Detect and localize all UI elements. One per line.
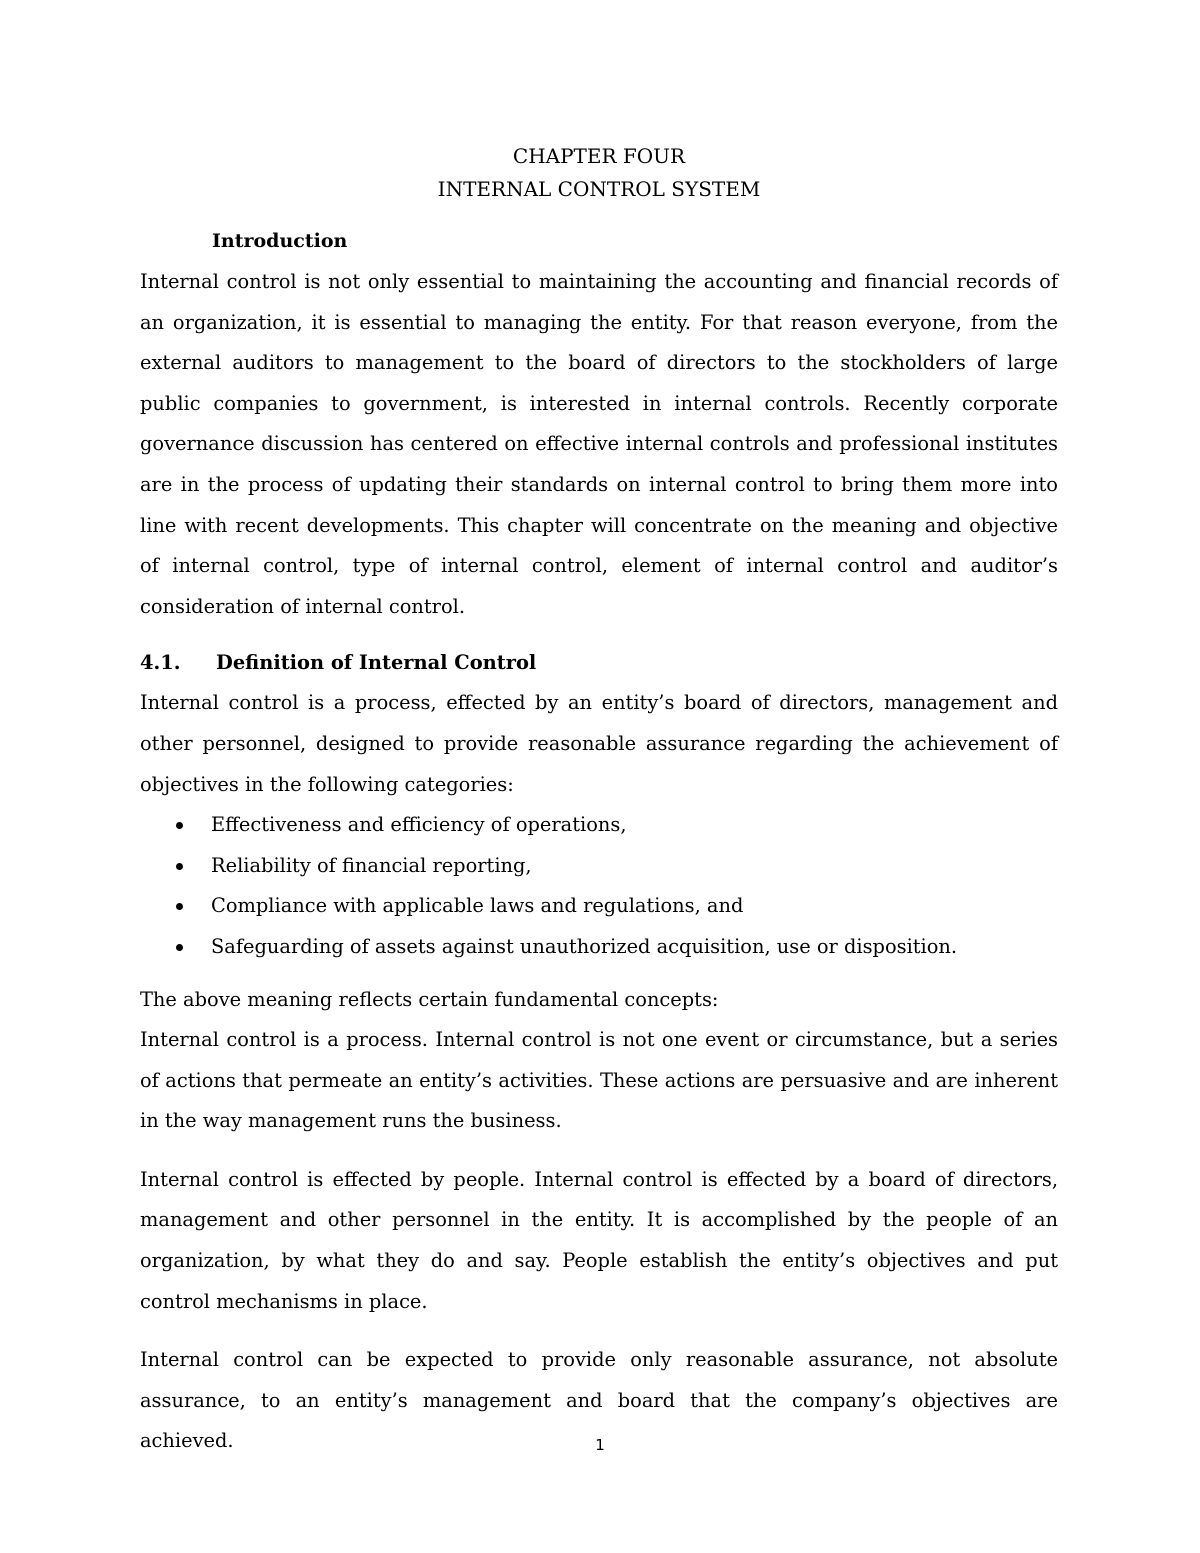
concept-process-paragraph: Internal control is a process. Internal control is not one event or circumstance, but a series of actions that permeate an entity’s activities. These actions are persuasive and are inherent in the way management runs the business.: [140, 1028, 1058, 1133]
definition-paragraph: Internal control is a process, effected by an entity’s board of directors, management and other personnel, designed to provide reasonable assurance regarding the achievement of objectives in the following categories:: [140, 691, 1058, 796]
concepts-intro: The above meaning reflects certain fundamental concepts:: [140, 987, 719, 1011]
categories-list: [140, 805, 1058, 967]
list-item-text: Safeguarding of assets against unauthorized acquisition, use or disposition.: [211, 934, 958, 958]
list-item: [140, 805, 1058, 846]
chapter-title: CHAPTER FOUR: [512, 144, 686, 168]
bullet-icon: [176, 822, 183, 829]
concept-people-paragraph: Internal control is effected by people. Internal control is effected by a board of directors, management and other personnel in the entity. It is accomplished by the people of an organization, by what they do and say. People establish the entity’s objectives and put control mechanisms in place.: [140, 1167, 1058, 1313]
introduction-paragraph: Internal control is not only essential to maintaining the accounting and financial records of an organization, it is essential to managing the entity. For that reason everyone, from the external auditors to management to the board of directors to the stockholders of large public companies to government, is interested in internal controls. Recently corporate governance discussion has centered on effective internal controls and professional institutes are in the process of updating their standards on internal control to bring them more into line with recent developments. This chapter will concentrate on the meaning and objective of internal control, type of internal control, element of internal control and auditor’s consideration of internal control.: [140, 270, 1058, 618]
list-item-text: Effectiveness and efficiency of operations,: [211, 813, 627, 837]
chapter-subtitle: INTERNAL CONTROL SYSTEM: [437, 177, 761, 201]
page-content: [140, 140, 1058, 1462]
bullet-icon: [176, 863, 183, 870]
list-item-text: Compliance with applicable laws and regulations, and: [211, 894, 744, 918]
section-number: 4.1.: [140, 651, 181, 675]
list-item: [140, 927, 1058, 968]
section-heading: [140, 649, 1058, 677]
list-item: [140, 886, 1058, 927]
bullet-icon: [176, 944, 183, 951]
section-title: Definition of Internal Control: [216, 651, 537, 675]
list-item: [140, 846, 1058, 887]
concept-assurance-paragraph: Internal control can be expected to provide only reasonable assurance, not absolute assurance, to an entity’s management and board that the company’s objectives are achieved.: [140, 1348, 1058, 1453]
bullet-icon: [176, 903, 183, 910]
list-item-text: Reliability of financial reporting,: [211, 853, 532, 877]
page-number: 1: [595, 1436, 605, 1454]
introduction-heading: Introduction: [212, 230, 348, 252]
